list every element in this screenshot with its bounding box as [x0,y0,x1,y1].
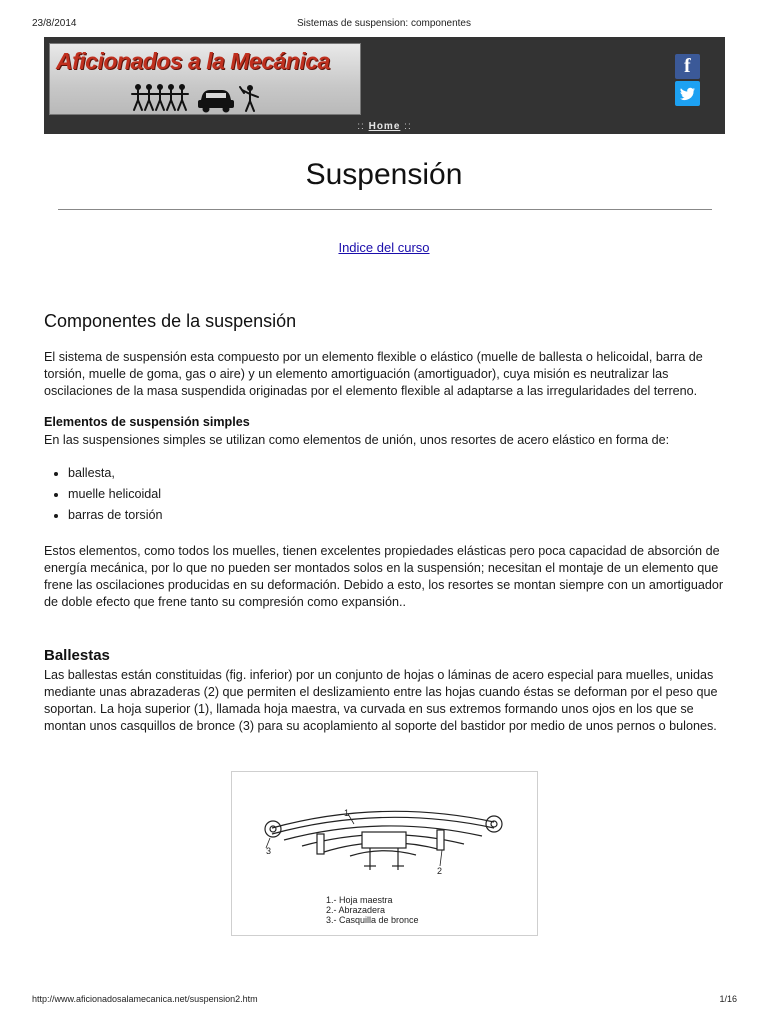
figure-legend [326,895,419,925]
facebook-icon: f [684,55,691,77]
simple-elements-heading: Elementos de suspensión simples [44,415,250,429]
nav-prefix: :: [357,121,369,132]
site-banner [44,37,725,134]
simple-elements-list [44,463,163,526]
callout-2: 2 [437,866,443,876]
print-page-title: Sistemas de suspension: componentes [297,18,471,29]
print-footer-url: http://www.aficionadosalamecanica.net/suspension2.htm [32,994,258,1004]
legend-item: 1.- Hoja maestra [326,895,393,905]
print-page-number: 1/16 [719,994,737,1004]
intro-paragraph: El sistema de suspensión esta compuesto por un elemento flexible o elástico (muelle de ballesta o helicoidal, barra de torsión, muelle de goma, gas o aire) y un elemento amortiguación (amortiguador), cuya misión es neutralizar las oscilaciones de la masa suspendida originadas por el elemento flexible al adaptarse a las irregularidades del terreno. [44,350,703,398]
callout-3: 3 [266,846,272,856]
ballestas-paragraph: Las ballestas están constituidas (fig. inferior) por un conjunto de hojas o láminas de acero especial para muelles, unidas mediante unas abrazaderas (2) que permiten el deslizamiento entre las hojas cuando éstas se deforman por el peso que soportan. La hoja superior (1), llamada hoja maestra, va curvada en sus extremos formando unos ojos en los que se montan unos casquillos de bronce (3) para su acoplamiento al soporte del bastidor por medio de unos pernos o bulones. [44,668,718,733]
elements-paragraph: Estos elementos, como todos los muelles, tienen excelentes propiedades elásticas pero poca capacidad de absorción de energía mecánica, por lo que no pueden ser montados solos en la suspensión; necesitan el montaje de un elemento que frene las oscilaciones producidas en su deformación. Debido a esto, los resortes se montan siempre con un amortiguador de doble efecto que frene tanto su compresión como expansión.. [44,544,724,609]
top-navigation [44,121,725,132]
nav-home-link[interactable]: Home [368,121,401,132]
nav-suffix: :: [400,121,412,132]
page-title: Suspensión [305,158,463,191]
section-heading: Componentes de la suspensión [44,311,297,331]
list-item: • barras de torsión [68,505,163,526]
legend-item: 2.- Abrazadera [326,905,386,915]
logo-text: Aficionados a la Mecánica [56,48,330,74]
facebook-button[interactable] [675,54,700,79]
legend-item: 3.- Casquilla de bronce [326,915,419,925]
site-logo[interactable] [49,43,361,115]
list-item: • ballesta, [68,463,163,484]
leaf-spring-illustration [232,772,537,890]
list-item: • muelle helicoidal [68,484,163,505]
twitter-icon [675,81,700,106]
simple-elements-paragraph: En las suspensiones simples se utilizan como elementos de unión, unos resortes de acero elástico en forma de: [44,433,670,447]
leaf-spring-figure [231,771,538,936]
callout-1: 1 [344,808,350,818]
course-index-link[interactable]: Indice del curso [338,240,430,255]
course-index-link-wrapper [0,240,768,255]
print-date: 23/8/2014 [32,18,77,29]
twitter-button[interactable] [675,81,700,106]
people-and-car-icon [130,82,280,114]
title-divider [58,209,712,210]
ballestas-heading: Ballestas [44,647,110,664]
